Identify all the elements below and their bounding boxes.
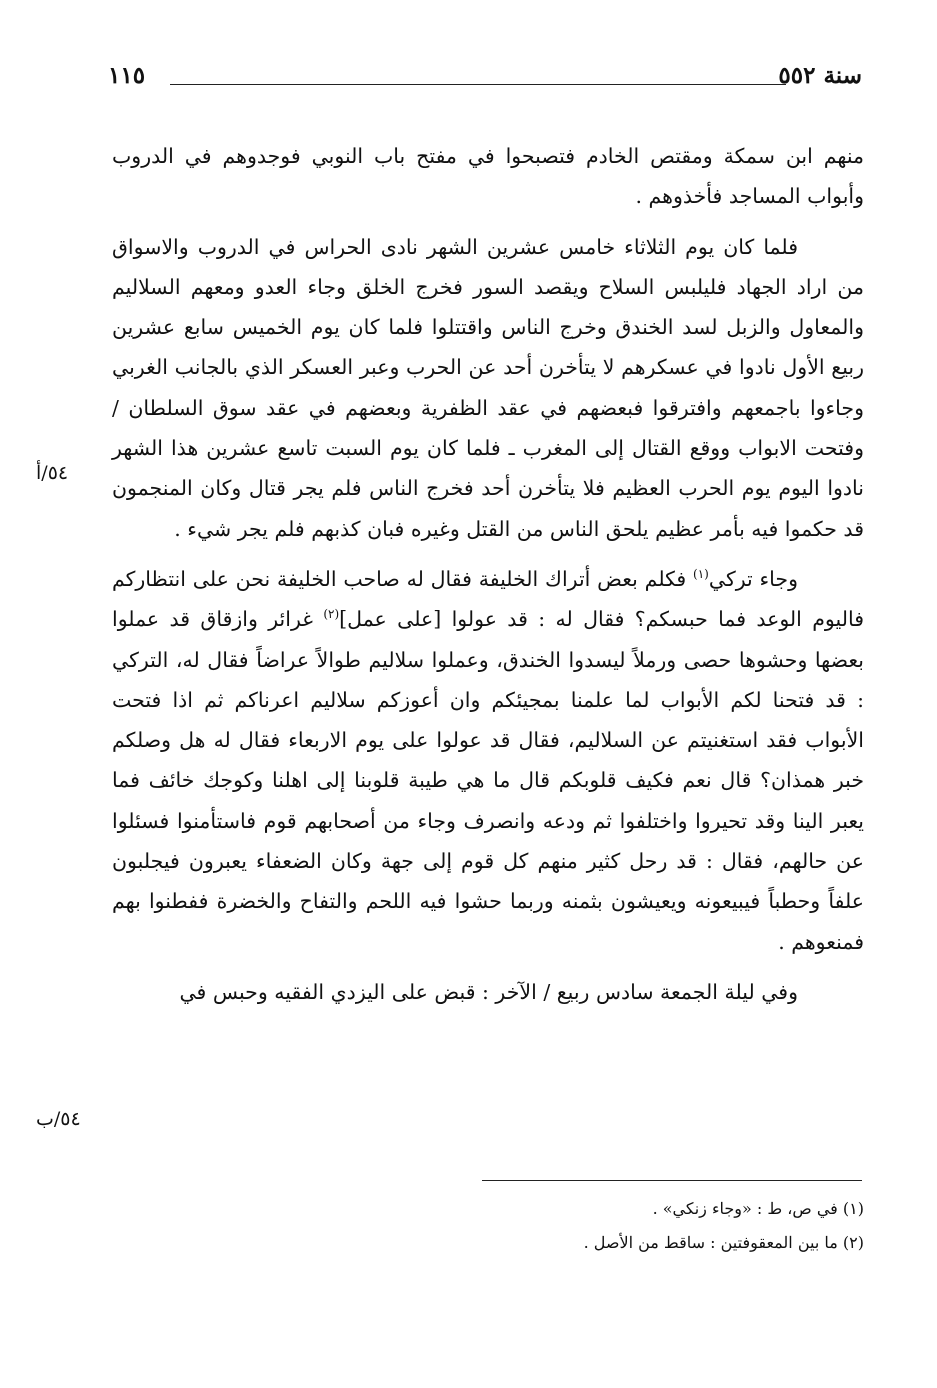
paragraph-4: وفي ليلة الجمعة سادس ربيع / الآخر : قبض على اليزدي الفقيه وحبس في	[179, 979, 798, 1004]
folio-note-a: ٥٤/أ	[36, 462, 69, 484]
body-text	[112, 136, 864, 1022]
paragraph-3-end: غرائر وازقاق قد عملوا بعضها وحشوها حصى ورملاً ليسدوا الخندق، وعملوا سلاليم طوالاً عراضاً فقال له، التركي : قد فتحنا لكم الأبواب لما علمنا بمجيئكم وان أعوزكم سلاليم اعرناكم ثم اذا فتحت الأبواب فقد استغنيتم عن السلاليم، فقال قد عولوا على يوم الاربعاء فقال له هل وصلكم خبر همذان؟ قال نعم فكيف قلوبكم قال ما هي طيبة قلوبنا إلى اهلنا وكوجك خائف فما يعبر الينا وقد تحيروا واختلفوا ثم ودعه وانصرف وجاء من أصحابهم قوم فاستأمنوا فسئلوا عن حالهم، فقال : قد رحل كثير منهم كل قوم إلى جهة وكان الضعفاء يعبرون فيجلبون علفاً وحطباً فيبيعونه ويعيشون بثمنه وربما حشوا فيه اللحم والتفاح والخضرة ففطنوا بهم فمنعوهم .	[112, 607, 864, 954]
paragraph-3-start: وجاء تركي	[708, 566, 798, 591]
footnote-ref-1: (١)	[693, 567, 709, 582]
footnote-rule	[482, 1180, 862, 1181]
footnotes	[112, 1192, 864, 1260]
running-header	[108, 62, 862, 96]
footnote-2: (٢) ما بين المعقوفتين : ساقط من الأصل .	[583, 1233, 864, 1252]
page-number: ١١٥	[108, 62, 146, 89]
header-year: سنة ٥٥٢	[778, 62, 862, 89]
folio-note-b: ٥٤/ب	[36, 1108, 81, 1130]
paragraph-3-middle: فكلم بعض أتراك الخليفة فقال له صاحب الخليفة نحن على انتظاركم فاليوم الوعد فما حبسكم؟ فقال له : قد عولوا [على عمل]	[112, 566, 864, 632]
paragraph-2: فلما كان يوم الثلاثاء خامس عشرين الشهر نادى الحراس في الدروب والاسواق من اراد الجهاد فليلبس السلاح ويقصد السور فخرج الخلق وجاء العدو ومعهم السلاليم والمعاول والزبل لسد الخندق وخرج الناس واقتتلوا فلما كان يوم الخميس سابع عشرين ربيع الأول نادوا في عسكرهم لا يتأخرن أحد عن الحرب وعبر العسكر الذي بالجانب الغربي وجاءوا باجمعهم وافترقوا فبعضهم في عقد الظفرية وبعضهم في عقد سوق السلطان / وفتحت الابواب ووقع القتال إلى المغرب ـ فلما كان يوم السبت تاسع عشرين هذا الشهر نادوا اليوم يوم الحرب العظيم فلا يتأخرن أحد فخرج الناس فلم يجر قتال وكان المنجمون قد حكموا فيه بأمر عظيم يلحق الناس من القتل وغيره فبان كذبهم فلم يجر شيء .	[112, 234, 864, 541]
paragraph-1: منهم ابن سمكة ومقتص الخادم فتصبحوا في مفتح باب النوبي فوجدوهم في الدروب وأبواب المساجد فأخذوهم .	[112, 144, 864, 209]
header-rule	[170, 84, 786, 85]
paragraph-3	[112, 559, 864, 962]
footnote-1: (١) في ص، ط : «وجاء زنكي» .	[652, 1199, 864, 1218]
footnote-ref-2: (٢)	[323, 607, 340, 622]
